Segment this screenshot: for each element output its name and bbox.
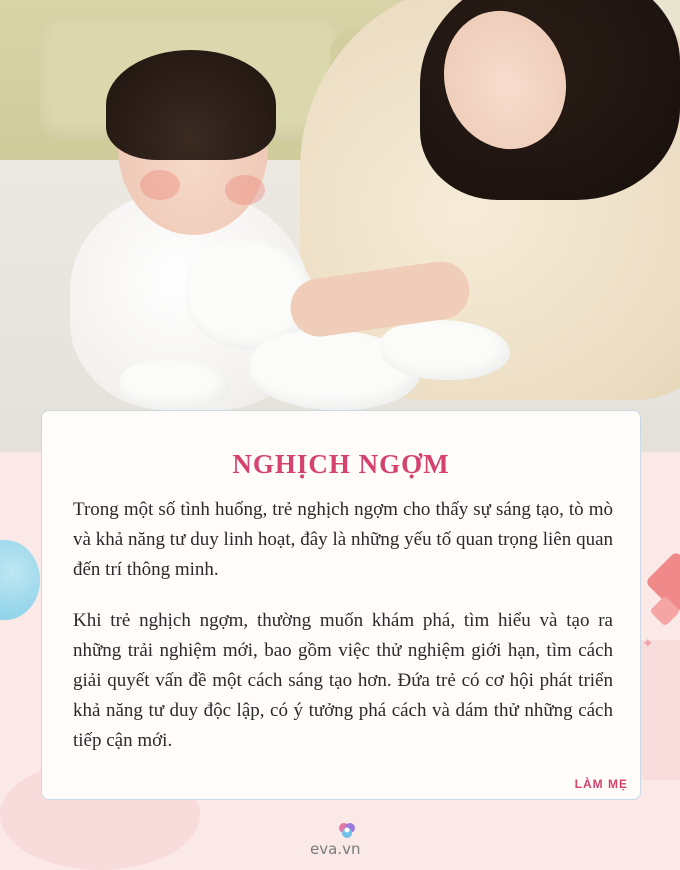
- baby-cheek: [225, 175, 265, 205]
- card-title: NGHỊCH NGỢM: [232, 449, 450, 479]
- paragraph-2: Khi trẻ nghịch ngợm, thường muốn khám phá, tìm hiểu và tạo ra những trải nghiệm mới, bao gồm việc thử nghiệm giới hạn, tìm cách giải quyết vấn đề một cách sáng tạo hơn. Đứa trẻ có cơ hội phát triển khả năng tư duy độc lập, có ý tưởng phá cách và dám thử những cách tiếp cận mới.: [73, 610, 613, 751]
- blue-cloud-decoration: [0, 540, 40, 620]
- content-card: [41, 410, 641, 800]
- paragraph-1: Trong một số tình huống, trẻ nghịch ngợm cho thấy sự sáng tạo, tò mò và khả năng tư duy linh hoạt, đây là những yếu tố quan trọng liên quan đến trí thông minh.: [73, 499, 613, 580]
- sparkle-icon: ✦: [642, 636, 654, 652]
- eva-logo: [0, 820, 680, 860]
- eva-flower-logo-icon: [336, 820, 358, 842]
- card-body: [73, 495, 613, 777]
- section-tag: LÀM MẸ: [574, 777, 628, 791]
- baby-hair: [106, 50, 276, 160]
- sparkle-icon: ✦: [660, 612, 669, 623]
- logo-text: eva.vn: [310, 840, 361, 858]
- baby-cheek: [140, 170, 180, 200]
